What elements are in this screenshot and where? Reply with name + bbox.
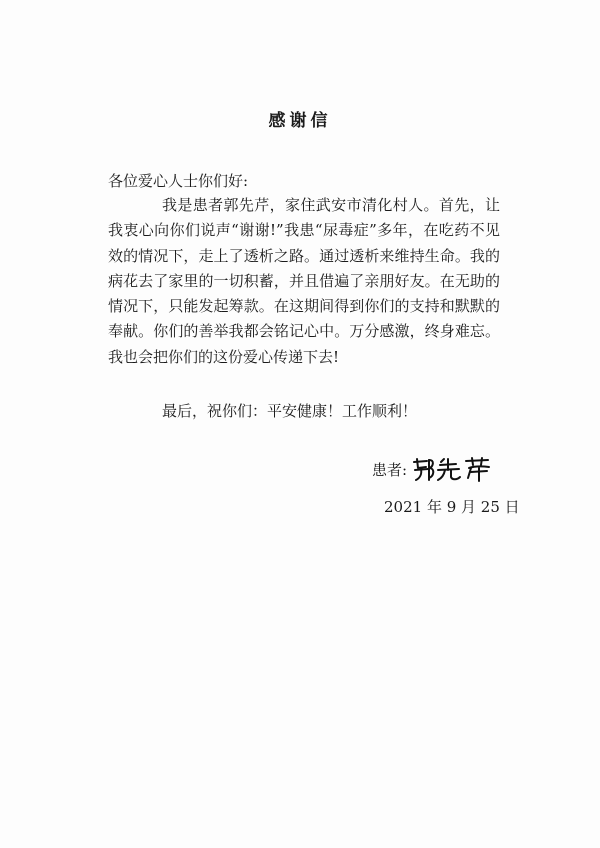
salutation: 各位爱心人士你们好: xyxy=(108,172,249,190)
closing-wishes: 最后，祝你们：平安健康！工作顺利！ xyxy=(162,402,418,420)
handwritten-signature xyxy=(411,456,497,482)
signature-label: 患者: xyxy=(372,460,408,479)
letter-date: 2021 年 9 月 25 日 xyxy=(384,498,520,516)
letter-body: 我是患者郭先芹，家住武安市清化村人。首先，让我衷心向你们说声“谢谢!”我患“尿毒症”多年，在吃药不见效的情况下，走上了透析之路。通过透析来维持生命。我的病花去了家里的一切积蓄，并且借遍了亲朋好友。在无助的情况下，只能发起筹款。在这期间得到你们的支持和默默的奉献。你们的善举我都会铭记心中。万分感激，终身难忘。我也会把你们的这份爱心传递下去! xyxy=(108,196,500,366)
signature-block xyxy=(372,456,497,482)
letter-title: 感谢信 xyxy=(268,111,332,131)
